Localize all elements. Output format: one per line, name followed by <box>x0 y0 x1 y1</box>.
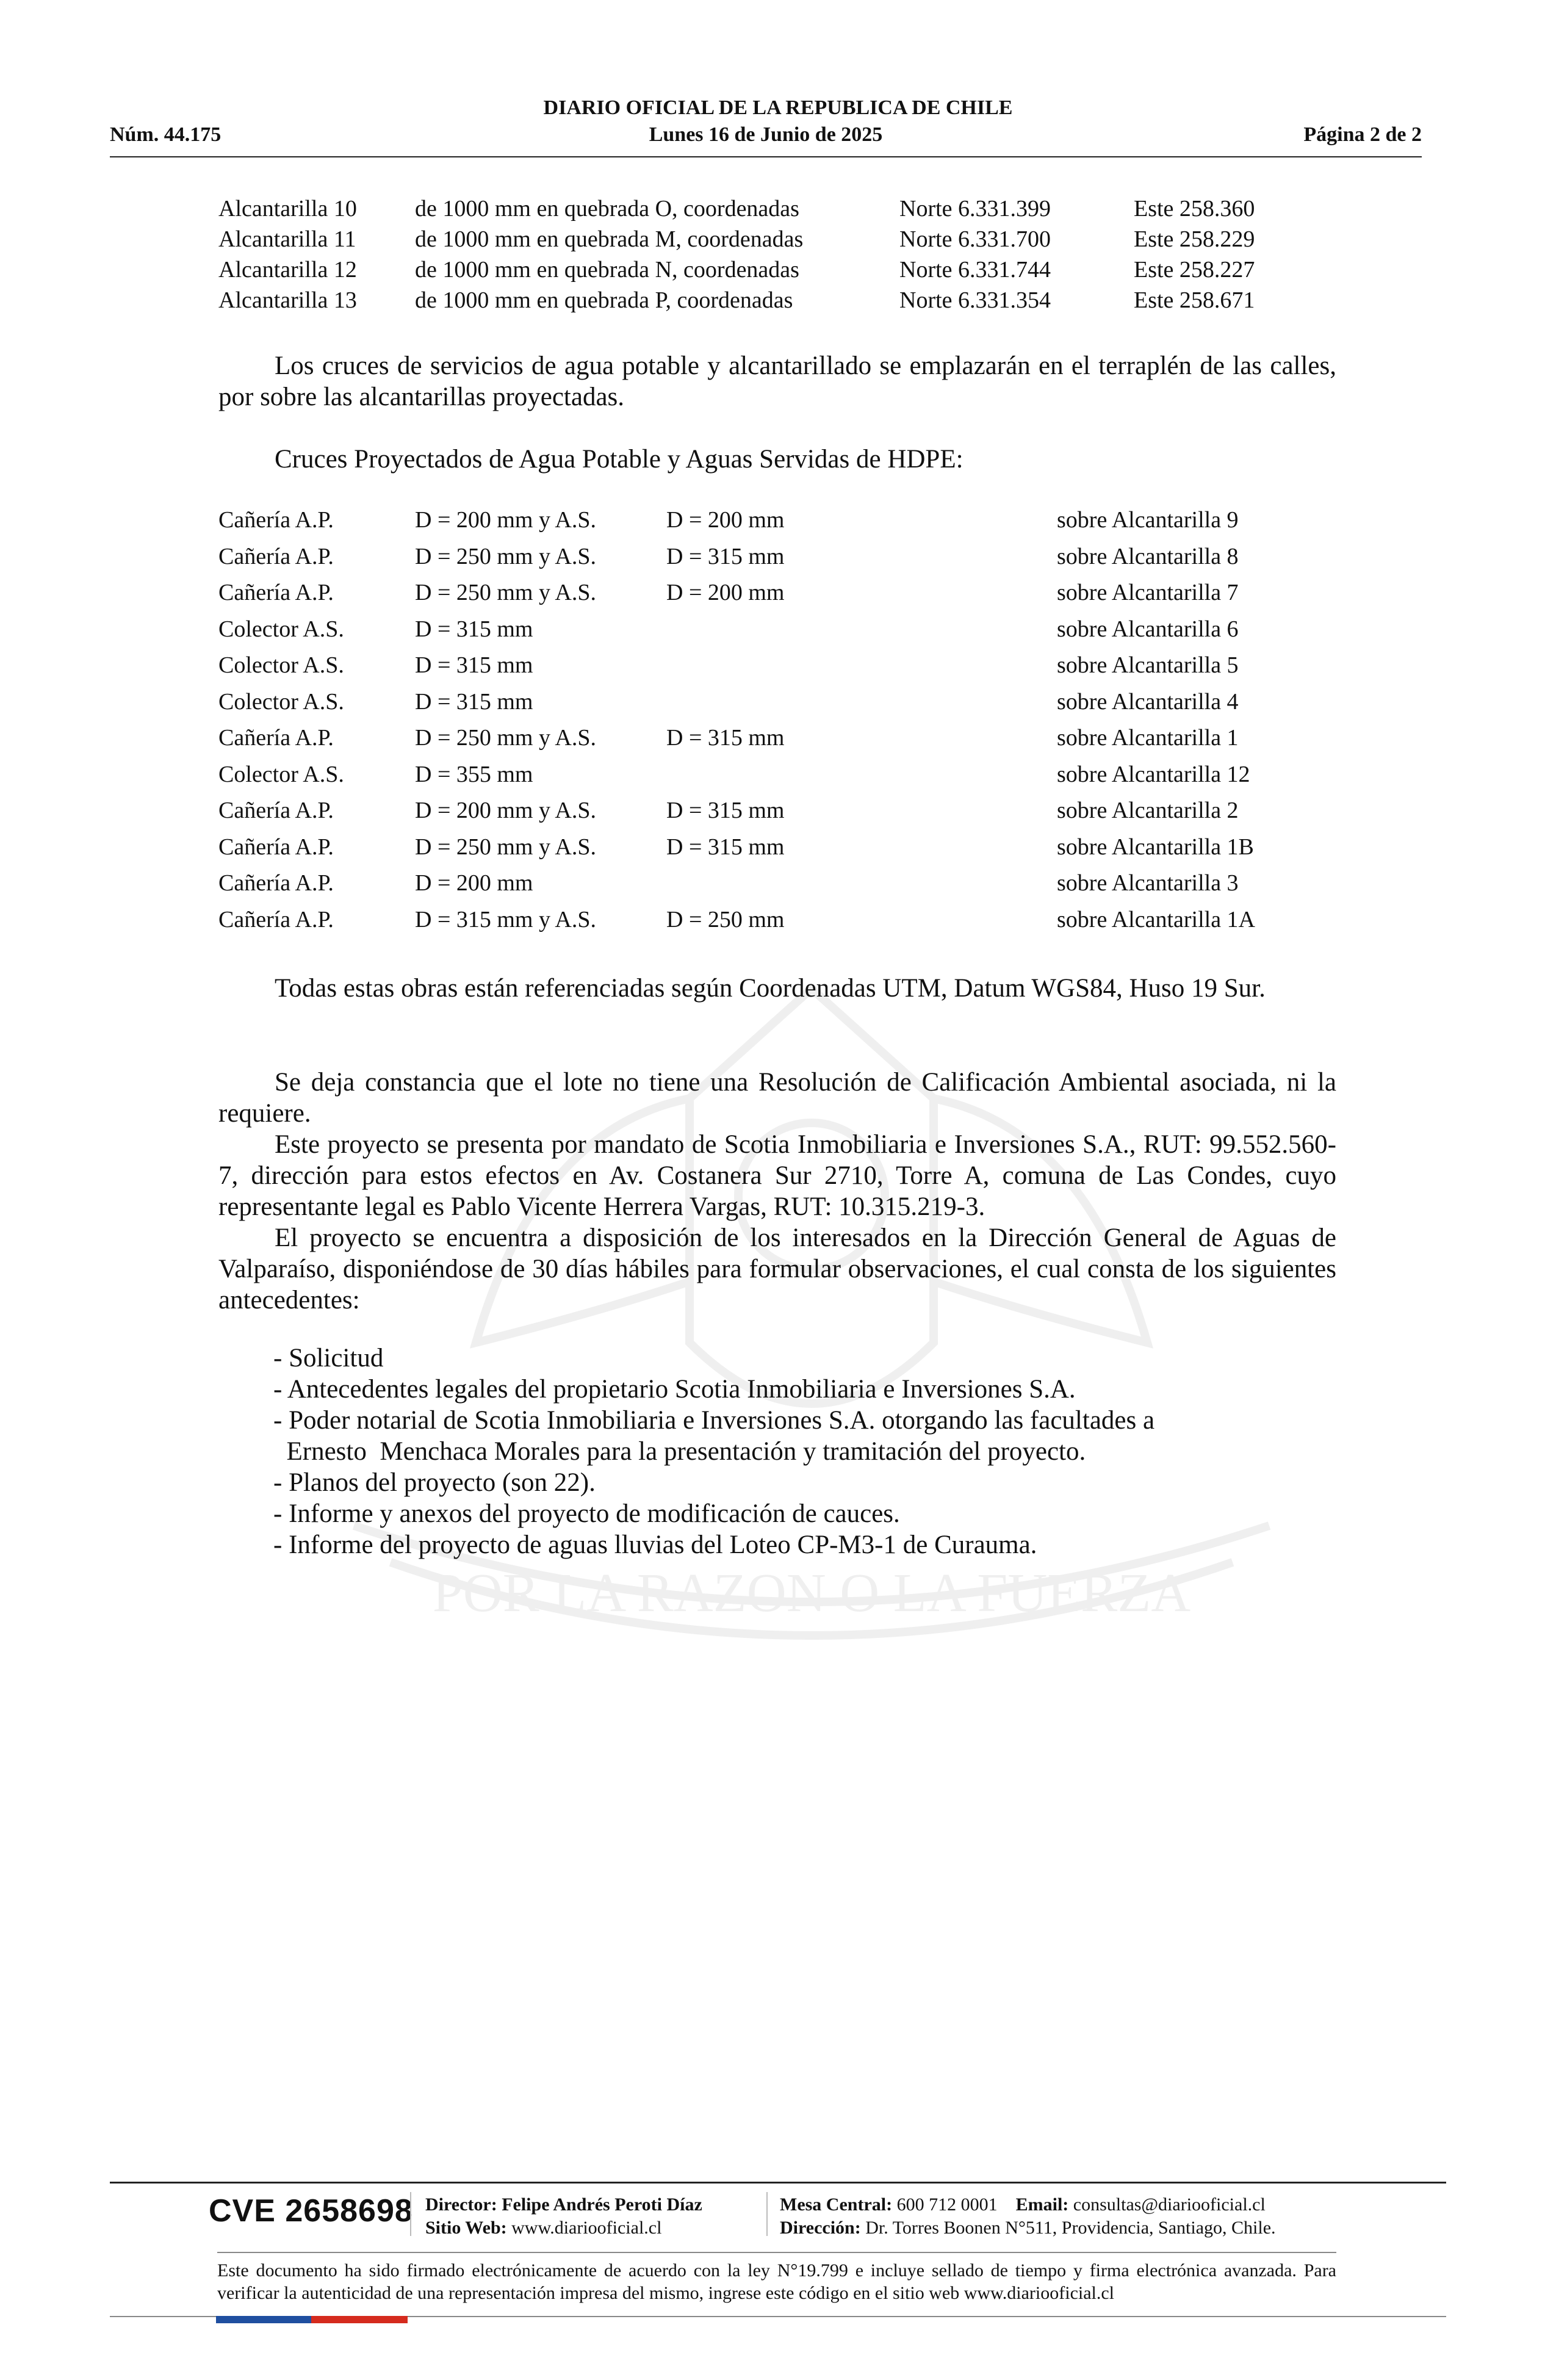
footer-divider <box>217 2252 1336 2253</box>
cruce-d2: D = 200 mm <box>666 580 785 605</box>
list-item: - Poder notarial de Scotia Inmobiliaria e Inversiones S.A. otorgando las facultades a <box>273 1406 1155 1435</box>
issue-number: Núm. 44.175 <box>110 123 222 146</box>
cruce-d2: D = 200 mm <box>666 507 785 533</box>
footer-director-block <box>425 2193 702 2240</box>
alcantarilla-este: Este 258.671 <box>1134 287 1255 313</box>
alcantarilla-este: Este 258.360 <box>1134 196 1255 222</box>
cruce-sobre: sobre Alcantarilla 5 <box>1057 652 1239 678</box>
alcantarilla-norte: Norte 6.331.700 <box>899 226 1051 252</box>
footer-separator <box>410 2192 411 2236</box>
cruce-tipo: Cañería A.P. <box>218 725 334 751</box>
list-item: Ernesto Menchaca Morales para la presentación y tramitación del proyecto. <box>273 1437 1086 1466</box>
antecedentes-list <box>273 1343 1154 1560</box>
website-link[interactable]: www.diariooficial.cl <box>511 2218 662 2238</box>
cruce-d1: D = 250 mm y A.S. <box>415 543 596 569</box>
alcantarilla-name: Alcantarilla 11 <box>218 226 356 252</box>
cruce-sobre: sobre Alcantarilla 1 <box>1057 725 1239 751</box>
cruce-d1: D = 315 mm <box>415 616 533 642</box>
alcantarilla-norte: Norte 6.331.354 <box>899 287 1051 313</box>
list-item: - Informe y anexos del proyecto de modificación de cauces. <box>273 1499 900 1528</box>
cruce-d2: D = 315 mm <box>666 798 785 823</box>
watermark-motto: POR LA RAZON O LA FUERZA <box>432 1563 1191 1623</box>
cruce-tipo: Cañería A.P. <box>218 906 334 932</box>
flag-stripe-red <box>311 2316 408 2323</box>
footer-contact-block <box>780 2193 1276 2240</box>
cruce-d1: D = 250 mm y A.S. <box>415 725 596 751</box>
cruce-sobre: sobre Alcantarilla 9 <box>1057 507 1239 533</box>
paragraph-text: Los cruces de servicios de agua potable y alcantarillado se emplazarán en el terraplén de las calles, por sobre las alcantarillas proyectadas. <box>218 352 1336 411</box>
paragraph-cruces-heading <box>218 444 1336 475</box>
cruce-tipo: Cañería A.P. <box>218 834 334 860</box>
cruce-sobre: sobre Alcantarilla 8 <box>1057 543 1239 569</box>
cruce-tipo: Cañería A.P. <box>218 798 334 823</box>
cruce-tipo: Cañería A.P. <box>218 543 334 569</box>
cruce-sobre: sobre Alcantarilla 6 <box>1057 616 1239 642</box>
cruce-sobre: sobre Alcantarilla 2 <box>1057 798 1239 823</box>
cruce-sobre: sobre Alcantarilla 1A <box>1057 906 1256 932</box>
cruce-d2: D = 315 mm <box>666 725 785 751</box>
issue-date: Lunes 16 de Junio de 2025 <box>649 123 883 146</box>
publication-title: DIARIO OFICIAL DE LA REPUBLICA DE CHILE <box>543 96 1013 119</box>
paragraph-rca <box>218 1067 1336 1129</box>
cruce-d1: D = 315 mm y A.S. <box>415 906 596 932</box>
cruce-tipo: Cañería A.P. <box>218 507 334 533</box>
alcantarilla-norte: Norte 6.331.744 <box>899 257 1051 283</box>
cruce-tipo: Colector A.S. <box>218 688 344 715</box>
cruce-tipo: Cañería A.P. <box>218 870 334 896</box>
cruce-d1: D = 250 mm y A.S. <box>415 834 596 860</box>
paragraph-disposicion <box>218 1222 1336 1316</box>
header-divider <box>110 156 1422 157</box>
mesa-phone: 600 712 0001 <box>896 2194 998 2215</box>
cruce-d1: D = 315 mm <box>415 688 533 715</box>
alcantarilla-name: Alcantarilla 12 <box>218 257 357 283</box>
cve-code: CVE 2658698 <box>209 2193 413 2229</box>
cruce-d1: D = 315 mm <box>415 652 533 678</box>
paragraph-cruces-intro <box>218 350 1336 413</box>
address-text: Dr. Torres Boonen N°511, Providencia, Santiago, Chile. <box>865 2218 1276 2238</box>
email-link[interactable]: consultas@diariooficial.cl <box>1073 2194 1266 2215</box>
cruce-d1: D = 200 mm y A.S. <box>415 507 596 533</box>
list-item: - Informe del proyecto de aguas lluvias del Loteo CP-M3-1 de Curauma. <box>273 1531 1037 1559</box>
alcantarilla-name: Alcantarilla 10 <box>218 196 357 222</box>
footer-separator <box>766 2192 768 2236</box>
director-label: Director: <box>425 2194 497 2215</box>
paragraph-text: Todas estas obras están referenciadas según Coordenadas UTM, Datum WGS84, Huso 19 Sur. <box>275 974 1266 1003</box>
paragraph-text: El proyecto se encuentra a disposición de los interesados en la Dirección General de Aguas de Valparaíso, disponiéndose de 30 días hábiles para formular observaciones, el cual consta de los siguientes antecedentes: <box>218 1224 1336 1314</box>
paragraph-coordenadas <box>218 973 1336 1004</box>
cruce-d2: D = 315 mm <box>666 834 785 860</box>
cruce-tipo: Cañería A.P. <box>218 580 334 605</box>
alcantarilla-este: Este 258.229 <box>1134 226 1255 252</box>
header-row <box>110 123 1422 149</box>
list-item: - Solicitud <box>273 1344 384 1372</box>
paragraph-text: Este proyecto se presenta por mandato de Scotia Inmobiliaria e Inversiones S.A., RUT: 99.552.560-7, dirección para estos efectos en Av. Costanera Sur 2710, Torre A, comuna de Las Condes, cuyo representante legal es Pablo Vicente Herrera Vargas, RUT: 10.315.219-3. <box>218 1130 1336 1221</box>
alcantarilla-desc: de 1000 mm en quebrada M, coordenadas <box>415 226 804 252</box>
flag-stripe-blue <box>216 2316 311 2323</box>
director-name: Felipe Andrés Peroti Díaz <box>502 2194 702 2215</box>
alcantarilla-desc: de 1000 mm en quebrada P, coordenadas <box>415 287 793 313</box>
cruce-d1: D = 250 mm y A.S. <box>415 580 596 605</box>
alcantarilla-name: Alcantarilla 13 <box>218 287 357 313</box>
footer-divider <box>110 2182 1446 2183</box>
cruce-d1: D = 200 mm y A.S. <box>415 798 596 823</box>
paragraph-mandato <box>218 1129 1336 1222</box>
cruce-tipo: Colector A.S. <box>218 761 344 787</box>
cruce-d2: D = 315 mm <box>666 543 785 569</box>
list-item: - Planos del proyecto (son 22). <box>273 1468 596 1497</box>
list-item: - Antecedentes legales del propietario Scotia Inmobiliaria e Inversiones S.A. <box>273 1375 1076 1404</box>
web-label: Sitio Web: <box>425 2218 507 2238</box>
cruce-sobre: sobre Alcantarilla 7 <box>1057 580 1239 605</box>
alcantarilla-norte: Norte 6.331.399 <box>899 196 1051 222</box>
cruce-tipo: Colector A.S. <box>218 652 344 678</box>
direccion-label: Dirección: <box>780 2218 861 2238</box>
cruce-d1: D = 355 mm <box>415 761 533 787</box>
mesa-label: Mesa Central: <box>780 2194 893 2215</box>
cruce-sobre: sobre Alcantarilla 4 <box>1057 688 1239 715</box>
paragraph-text: Se deja constancia que el lote no tiene una Resolución de Calificación Ambiental asociada, ni la requiere. <box>218 1068 1336 1128</box>
cruce-tipo: Colector A.S. <box>218 616 344 642</box>
alcantarilla-este: Este 258.227 <box>1134 257 1255 283</box>
alcantarilla-desc: de 1000 mm en quebrada O, coordenadas <box>415 196 799 222</box>
email-label: Email: <box>1015 2194 1069 2215</box>
alcantarilla-desc: de 1000 mm en quebrada N, coordenadas <box>415 257 799 283</box>
cruce-sobre: sobre Alcantarilla 12 <box>1057 761 1250 787</box>
page-number: Página 2 de 2 <box>1303 123 1422 146</box>
cruce-d2: D = 250 mm <box>666 906 785 932</box>
cruce-d1: D = 200 mm <box>415 870 533 896</box>
cruce-sobre: sobre Alcantarilla 1B <box>1057 834 1254 860</box>
paragraph-text: Cruces Proyectados de Agua Potable y Aguas Servidas de HDPE: <box>275 445 963 474</box>
legal-notice: Este documento ha sido firmado electrónicamente de acuerdo con la ley N°19.799 e incluye sellado de tiempo y firma electrónica avanzada. Para verificar la autenticidad de una representación impresa del mismo, ingrese este código en el sitio web www.diariooficial.cl <box>217 2260 1336 2303</box>
cruce-sobre: sobre Alcantarilla 3 <box>1057 870 1239 896</box>
